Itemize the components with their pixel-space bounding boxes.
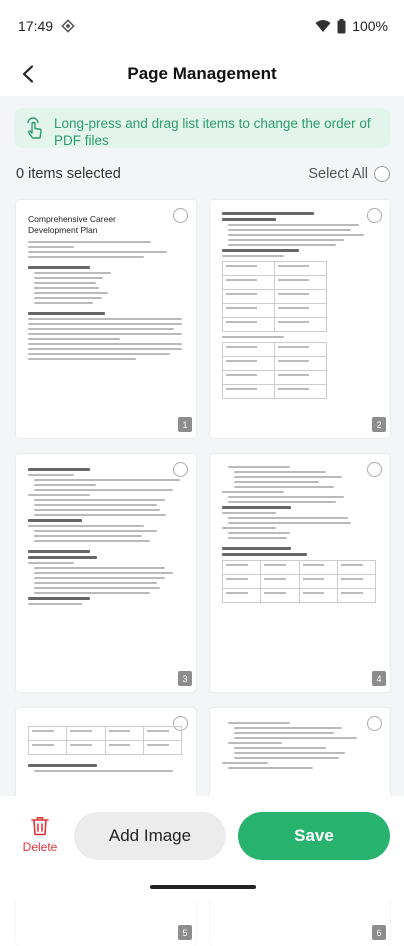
select-all-radio[interactable] [374,166,390,182]
select-all-toggle[interactable] [308,166,390,182]
page-card[interactable] [16,200,196,438]
page-number-badge: 6 [372,925,386,940]
page-number-badge: 5 [178,925,192,940]
page-title: Page Management [127,64,277,83]
selection-row [16,162,390,186]
status-left [18,18,75,34]
page-thumbnail [28,722,182,775]
wifi-icon [315,19,331,33]
notification-diamond-icon [61,19,75,33]
save-button[interactable]: Save [238,812,390,860]
page-thumbnail [28,214,182,363]
hint-banner [14,108,390,148]
back-button[interactable] [14,60,42,88]
items-selected-count: 0 items selected [16,166,121,182]
touch-hand-icon [24,117,46,141]
page-thumbnail [222,212,376,403]
page-number-badge: 2 [372,417,386,432]
page-heading: Comprehensive Career Development Plan [28,214,116,235]
delete-label: Delete [22,840,58,854]
hint-text: Long-press and drag list items to change the order of PDF files [54,116,371,148]
back-arrow-icon [21,65,35,83]
page-card[interactable] [210,200,390,438]
add-image-button[interactable]: Add Image [74,812,226,860]
page-number-badge: 3 [178,671,192,686]
page-thumbnail [222,722,376,772]
home-indicator[interactable] [150,885,256,889]
bottom-action-bar [0,796,404,900]
battery-percent: 100% [352,18,388,34]
select-all-label: Select All [308,166,368,182]
status-bar [0,0,404,52]
battery-icon [337,19,346,34]
app-bar [0,52,404,96]
status-right [315,18,388,34]
page-thumbnail [222,466,376,607]
page-card[interactable] [210,454,390,692]
delete-button[interactable] [18,816,62,854]
clock: 17:49 [18,18,54,34]
page-number-badge: 4 [372,671,386,686]
page-thumbnail [28,468,182,608]
page-number-badge: 1 [178,417,192,432]
page-card[interactable] [16,454,196,692]
trash-icon [31,816,49,836]
